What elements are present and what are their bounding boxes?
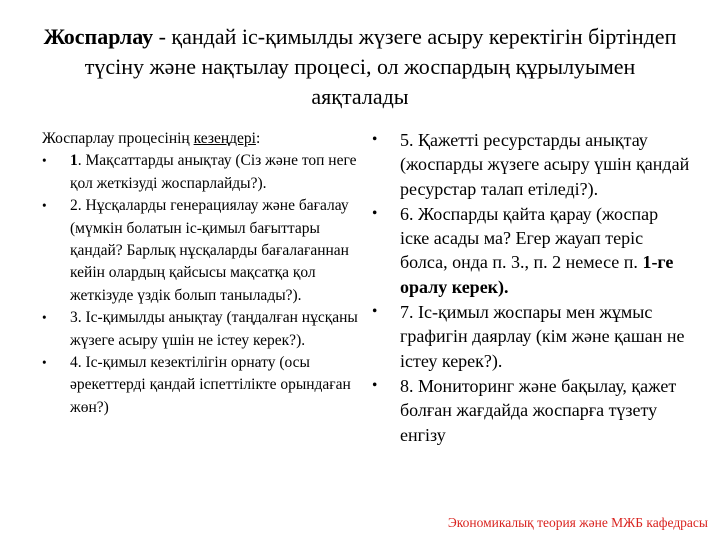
stage-text: 8. Мониторинг және бақылау, қажет болған жағдайда жоспарға түзету енгізу [400,375,677,445]
stages-intro-prefix: Жоспарлау процесінің [42,130,194,147]
stages-intro-underlined: кезеңдері [193,130,256,147]
stage-text: 6. Жоспарды қайта қарау (жоспар іске асады ма? Егер жауап теріс болса, онда п. 3., п. 2 немесе п. [400,203,659,273]
stages-intro [42,128,362,150]
bullet-icon: • [42,198,47,214]
slide-title [40,22,680,112]
department-footer: Экономикалық теория және МЖБ кафедрасы [447,515,708,530]
stage-text: . Мақсаттарды анықтау (Сіз және топ неге қол жеткізуді жоспарлайды?). [70,152,357,192]
stage-text: 7. Іс-қимыл жоспары мен жұмыс графигін даярлау (кім және қашан не істеу керек?). [400,302,685,371]
bullet-icon: • [372,131,378,148]
right-column [372,128,690,448]
stage-text: 3. Іс-қимылды анықтау (таңдалған нұсқаны жүзеге асыру үшін не істеу керек?). [70,309,358,349]
title-keyword: Жоспарлау [43,24,154,49]
stages-intro-suffix: : [255,130,261,147]
list-item [42,352,362,419]
left-column [42,128,362,419]
stages-list-right [372,128,690,447]
bullet-icon: • [372,204,378,222]
list-item [372,300,690,373]
stage-text: 2. Нұсқаларды генерациялау және бағалау (мүмкін болатын іс-қимыл бағыттары қандай? Барлық нұсқаларды бағалағаннан кейін олардың қайсысы мақсатқа қол жеткізуде үздік болып танылады?). [70,197,349,304]
bullet-icon: • [42,153,47,169]
bullet-icon: • [372,303,378,321]
stage-text: 5. Қажетті ресурстарды анықтау (жоспарды жүзеге асыру үшін қандай ресурстар талап етіледі?). [400,130,690,199]
title-definition: - қандай іс-қимылды жүзеге асыру керектігін біртіндеп түсіну және нақтылау процесі, ол жоспардың құрылуымен аяқталады [84,24,677,109]
list-item [42,307,362,352]
list-item [372,128,690,201]
list-item [372,374,690,447]
bullet-icon: • [42,310,47,326]
stage-number: 1 [70,152,78,170]
stage-text: 4. Іс-қимыл кезектілігін орнату (осы әрекеттерді қандай іспеттілікте орындаған жөн?) [70,354,351,416]
bullet-icon: • [42,355,47,371]
stage-text-bold: 1-ге оралу керек). [400,252,674,297]
bullet-icon: • [372,376,378,394]
stages-list-left [42,150,362,419]
list-item [42,150,362,195]
list-item [42,195,362,307]
list-item [372,202,690,299]
